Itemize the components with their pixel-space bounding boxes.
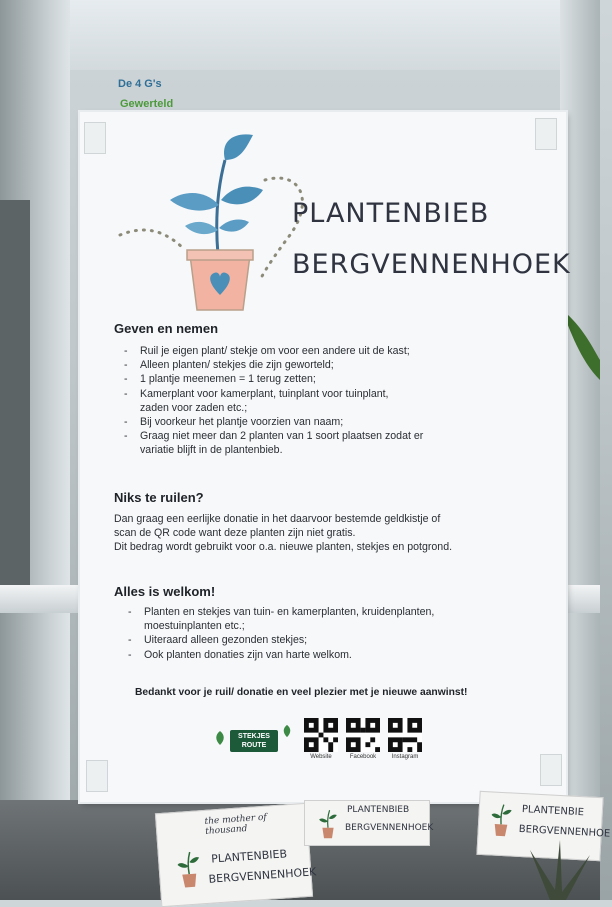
cabinet-right-side bbox=[560, 0, 600, 900]
potted-plant-icon bbox=[115, 130, 315, 310]
sticker-middle bbox=[304, 800, 434, 846]
poster bbox=[80, 112, 571, 802]
list-item-continuation bbox=[116, 401, 536, 415]
sticker-middle-line2: BERGVENNENHOEK bbox=[345, 823, 434, 833]
list-item-text: variatie blijft in de plantenbieb. bbox=[140, 444, 283, 457]
paragraph-line: Dit bedrag wordt gebruikt voor o.a. nieuwe planten, stekjes en potgrond. bbox=[114, 541, 453, 554]
list-item: - Ruil je eigen plant/ stekje om voor een andere uit de kast; bbox=[116, 344, 536, 358]
succulent-plant-icon bbox=[500, 820, 600, 900]
logo-line1: STEKJES bbox=[238, 733, 270, 740]
tape-top-right bbox=[535, 118, 557, 150]
sticker-right-line1: PLANTENBIE bbox=[521, 804, 585, 819]
list-item: - Alleen planten/ stekjes die zijn geworteld; bbox=[116, 358, 536, 372]
background-sign-line2: Gewerteld bbox=[120, 98, 174, 110]
list-item: - Ook planten donaties zijn van harte welkom. bbox=[120, 648, 540, 662]
list-item: - Graag niet meer dan 2 planten van 1 soort plaatsen zodat er bbox=[116, 429, 536, 443]
section-heading-geven: Geven en nemen bbox=[114, 321, 219, 336]
leaf-icon bbox=[280, 724, 294, 738]
cabinet-top bbox=[0, 0, 600, 70]
poster-title-line2: BERGVENNENHOEK bbox=[292, 249, 571, 280]
qr-label-facebook: Facebook bbox=[349, 754, 377, 760]
sticker-middle-line1: PLANTENBIEB bbox=[347, 805, 410, 815]
poster-title-line1: PLANTENBIEB bbox=[292, 198, 490, 229]
tape-bottom-right bbox=[540, 754, 562, 786]
leaf-icon bbox=[212, 730, 228, 746]
list-item: - Planten en stekjes van tuin- en kamerplanten, kruidenplanten, bbox=[120, 605, 540, 619]
paragraph-line: Dan graag een eerlijke donatie in het daarvoor bestemde geldkistje of bbox=[114, 513, 441, 525]
list-item-continuation bbox=[120, 619, 540, 633]
tape-top-left bbox=[84, 122, 106, 154]
paragraph-niks bbox=[114, 512, 554, 555]
list-item: - Uiteraard alleen gezonden stekjes; bbox=[120, 633, 540, 647]
qr-code-instagram[interactable] bbox=[388, 718, 422, 752]
qr-label-website: Website bbox=[310, 754, 332, 760]
list-item: - Kamerplant voor kamerplant, tuinplant voor tuinplant, bbox=[116, 387, 536, 401]
list-alles bbox=[120, 605, 540, 662]
list-item: - Bij voorkeur het plantje voorzien van naam; bbox=[116, 415, 536, 429]
list-item-text: moestuinplanten etc.; bbox=[144, 620, 245, 633]
sticker-left-line2: BERGVENNENHOEK bbox=[208, 865, 317, 886]
section-heading-alles: Alles is welkom! bbox=[114, 584, 216, 599]
qr-label-instagram: Instagram bbox=[391, 754, 419, 760]
paragraph-line: scan de QR code want deze planten zijn niet gratis. bbox=[114, 527, 356, 540]
sticker-right-line2: BERGVENNENHOE bbox=[518, 823, 611, 840]
tape-bottom-left bbox=[86, 760, 108, 792]
section-heading-niks: Niks te ruilen? bbox=[114, 490, 204, 505]
logo-line2: ROUTE bbox=[241, 742, 267, 749]
list-item: - 1 plantje meenemen = 1 terug zetten; bbox=[116, 372, 536, 386]
list-geven bbox=[116, 344, 536, 458]
qr-code-facebook[interactable] bbox=[346, 718, 380, 752]
qr-code-website[interactable] bbox=[304, 718, 338, 752]
sticker-left bbox=[155, 803, 317, 907]
plant-leaf-icon bbox=[560, 300, 600, 390]
sticker-left-line1: PLANTENBIEB bbox=[210, 847, 288, 866]
background-sign-line1: De 4 G's bbox=[118, 78, 162, 90]
potted-plant-icon bbox=[317, 807, 339, 839]
list-item-text: zaden voor zaden etc.; bbox=[140, 401, 248, 414]
thanks-message: Bedankt voor je ruil/ donatie en veel plezier met je nieuwe aanwinst! bbox=[135, 687, 468, 698]
list-item-continuation bbox=[116, 443, 536, 457]
potted-plant-icon bbox=[174, 847, 203, 889]
cabinet-left-shadow bbox=[0, 200, 30, 600]
stekjes-route-logo bbox=[230, 730, 278, 752]
handwritten-note: the mother of thousand bbox=[204, 812, 268, 837]
